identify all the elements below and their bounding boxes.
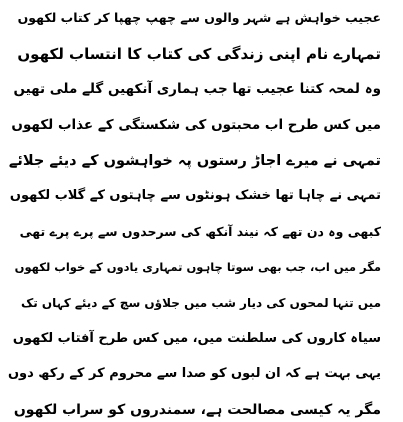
poem-line-11: یہی بہت ہے کہ ان لبوں کو صدا سے محروم کر کے رکھ دوں (7, 366, 381, 381)
poem-line-7: کبھی وہ دن تھے کہ نیند آنکھ کی سرحدوں سے پرے پرے تھی (19, 224, 381, 239)
poem-line-6: تمہی نے چاہا تھا خشک ہونٹوں سے چاہتوں کے گلاب لکھوں (9, 188, 381, 203)
poem-line-4: میں کس طرح اب محبتوں کی شکستگی کے عذاب لکھوں (11, 117, 381, 133)
poem-line-2: تمہارے نام اپنی زندگی کی کتاب کا انتساب لکھوں (17, 45, 381, 63)
poem-line-12: مگر یہ کیسی مصالحت ہے، سمندروں کو سراب لکھوں (13, 402, 381, 418)
poem-line-10: سیاہ کاروں کی سلطنت میں، میں کس طرح آفتاب لکھوں (12, 331, 381, 346)
poem-line-1: عجیب خواہش ہے شہر والوں سے چھپ چھپا کر کتاب لکھوں (17, 10, 381, 25)
poem-line-8: مگر میں اب، جب بھی سوتا چاہوں تمہاری یادوں کے خواب لکھوں (14, 260, 381, 274)
poem-line-5: تمہی نے میرے اجاڑ رستوں پہ خواہشوں کے دیئے جلائے (8, 153, 381, 169)
poem-line-9: میں تنہا لمحوں کی دیار شب میں جلاؤں سچ کے دیئے کہاں تک (20, 296, 381, 310)
poem-line-3: وہ لمحہ کتنا عجیب تھا جب ہماری آنکھیں گلے ملی تھیں (13, 81, 381, 97)
